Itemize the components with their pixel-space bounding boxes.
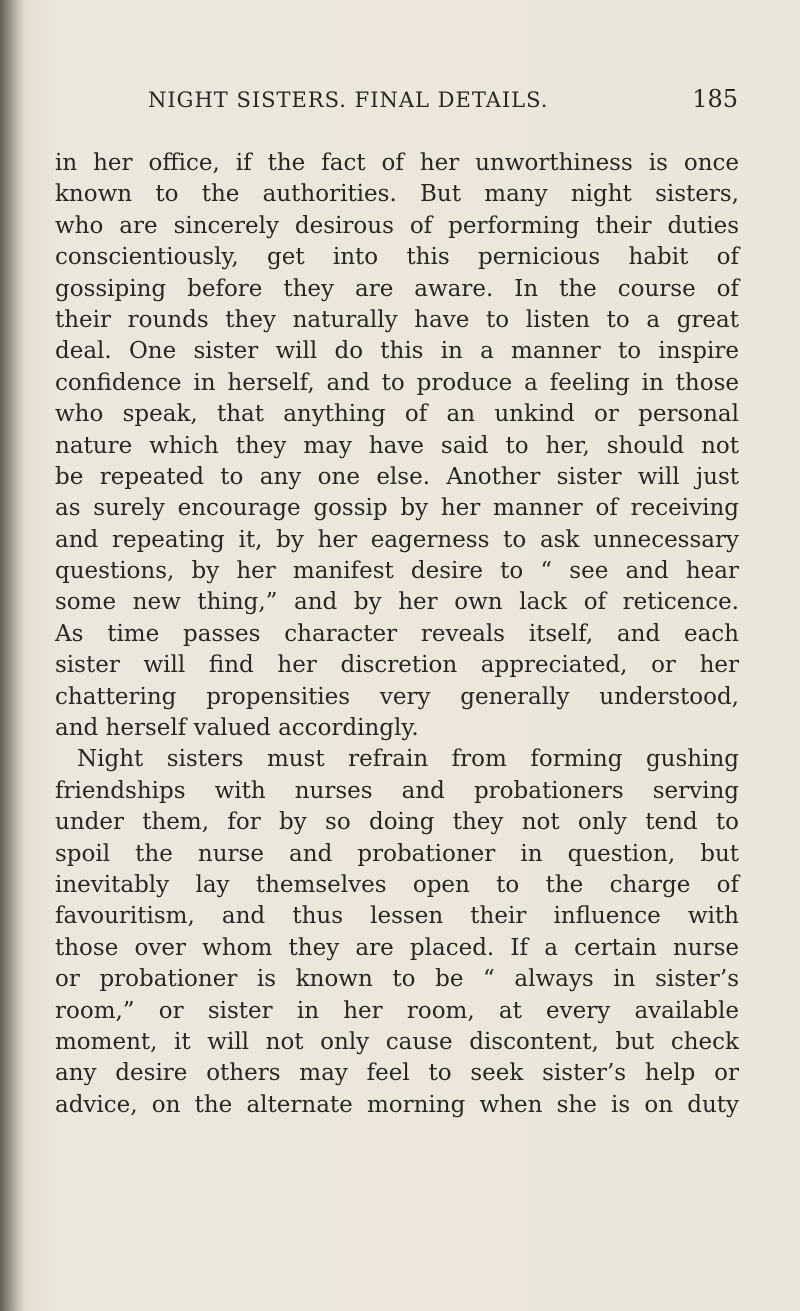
- text-line: questions, by her manifest desire to “ see and hear: [55, 558, 739, 585]
- text-line: As time passes character reveals itself, and each: [55, 620, 739, 647]
- binding-gutter-shadow: [0, 0, 24, 1311]
- text-line: sister will find her discretion appreciated, or her: [55, 652, 739, 679]
- text-line: known to the authorities. But many night sisters,: [55, 181, 739, 208]
- text-line: inevitably lay themselves open to the charge of: [55, 871, 739, 898]
- text-line: nature which they may have said to her, should not: [55, 432, 739, 459]
- text-line: and repeating it, by her eagerness to ask unnecessary: [55, 526, 739, 553]
- text-line: moment, it will not only cause discontent, but check: [55, 1028, 739, 1055]
- text-line: be repeated to any one else. Another sister will just: [55, 463, 739, 490]
- text-line: those over whom they are placed. If a certain nurse: [55, 934, 739, 961]
- text-line: and herself valued accordingly.: [55, 715, 419, 742]
- body-text: [55, 148, 739, 1121]
- text-line: confidence in herself, and to produce a feeling in those: [55, 369, 739, 396]
- text-line: any desire others may feel to seek sister’s help or: [55, 1060, 739, 1087]
- text-line: who speak, that anything of an unkind or personal: [55, 401, 739, 428]
- running-head: [148, 85, 738, 122]
- text-line: some new thing,” and by her own lack of reticence.: [55, 589, 739, 616]
- page-number: 185: [692, 85, 738, 113]
- text-line: favouritism, and thus lessen their influence with: [55, 903, 739, 930]
- text-line: as surely encourage gossip by her manner of receiving: [55, 495, 739, 522]
- text-line: who are sincerely desirous of performing their duties: [55, 212, 739, 239]
- running-title: NIGHT SISTERS. FINAL DETAILS.: [148, 88, 549, 112]
- text-line: room,” or sister in her room, at every available: [55, 997, 739, 1024]
- text-line: in her office, if the fact of her unworthiness is once: [55, 150, 739, 176]
- text-line: gossiping before they are aware. In the course of: [55, 275, 739, 302]
- text-line: friendships with nurses and probationers serving: [55, 777, 739, 804]
- text-line: Night sisters must refrain from forming gushing: [77, 746, 739, 773]
- text-line: or probationer is known to be “ always in sister’s: [55, 966, 739, 993]
- text-line: chattering propensities very generally understood,: [55, 683, 739, 710]
- text-line: conscientiously, get into this pernicious habit of: [55, 244, 739, 271]
- text-line: advice, on the alternate morning when she is on duty: [55, 1091, 739, 1118]
- text-line: under them, for by so doing they not only tend to: [55, 809, 739, 836]
- text-line: their rounds they naturally have to listen to a great: [55, 306, 739, 333]
- text-line: spoil the nurse and probationer in question, but: [55, 840, 739, 867]
- text-line: deal. One sister will do this in a manner to inspire: [55, 338, 739, 365]
